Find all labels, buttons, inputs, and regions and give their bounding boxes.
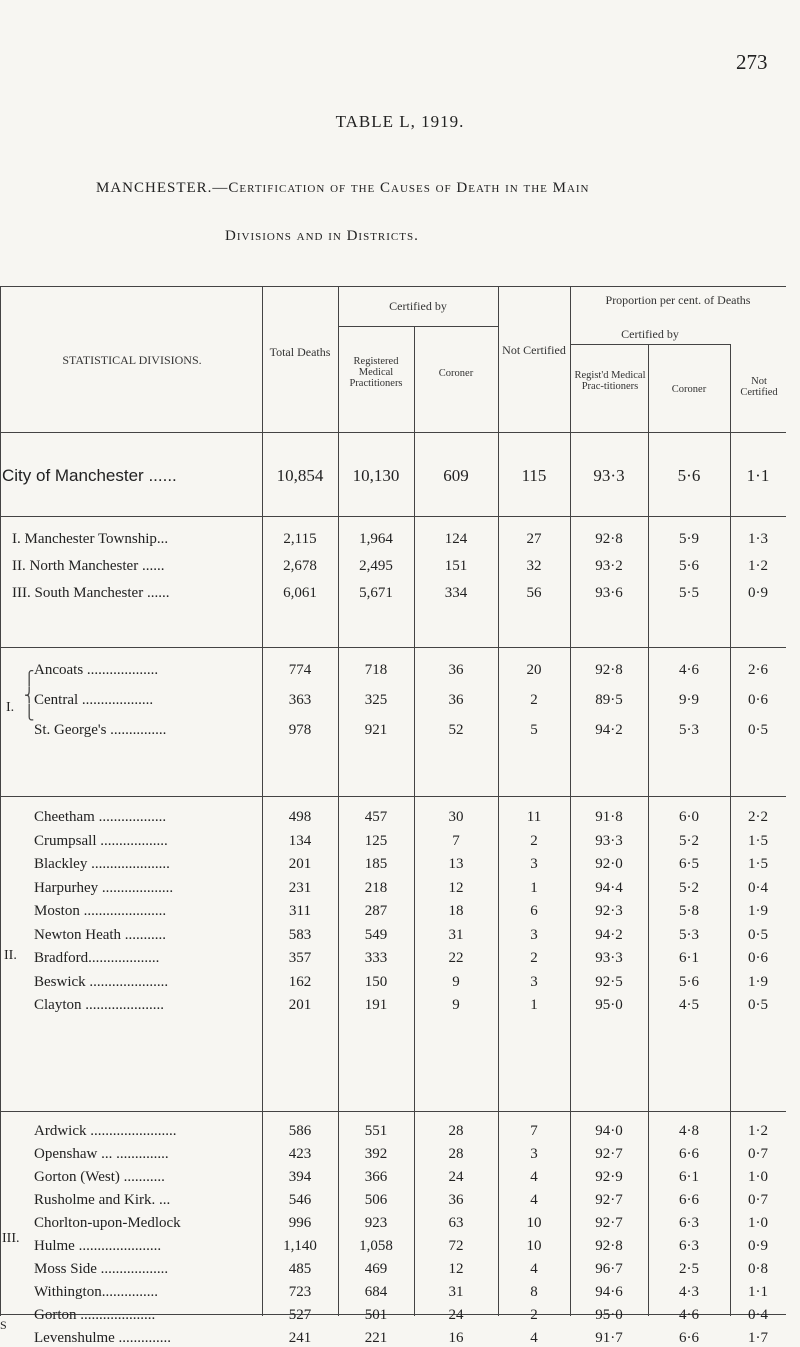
cell-pct-not-certified: 0·9 bbox=[748, 585, 768, 601]
header-proportion: Proportion per cent. of Deaths bbox=[605, 293, 751, 307]
division-roman-3: III. bbox=[2, 1231, 20, 1246]
row-label: Withington............... bbox=[34, 1284, 158, 1300]
cell-registered: 218 bbox=[364, 879, 388, 896]
cell-pct-registered: 95·0 bbox=[595, 997, 623, 1013]
cell-coroner: 24 bbox=[448, 1307, 464, 1323]
cell-not-certified: 32 bbox=[526, 558, 542, 574]
cell-pct-coroner: 9·9 bbox=[679, 692, 699, 708]
cell-not-certified: 56 bbox=[526, 585, 542, 601]
cell-not-certified: 8 bbox=[530, 1284, 538, 1300]
cell-not-certified: 3 bbox=[530, 926, 538, 943]
cell-pct-registered: 94·2 bbox=[595, 926, 623, 943]
page-number: 273 bbox=[736, 50, 768, 74]
cell-registered: 1,058 bbox=[359, 1238, 393, 1254]
cell-registered: 125 bbox=[364, 832, 388, 849]
cell-coroner: 151 bbox=[444, 558, 468, 574]
cell-registered: 501 bbox=[364, 1307, 388, 1323]
cell-coroner: 36 bbox=[448, 662, 464, 678]
cell-pct-not-certified: 0·7 bbox=[748, 1146, 768, 1162]
header-divisions: STATISTICAL DIVISIONS. bbox=[62, 353, 202, 367]
cell-pct-coroner: 5·6 bbox=[679, 973, 699, 990]
cell-total: 723 bbox=[288, 1284, 312, 1300]
cell-coroner: 13 bbox=[448, 856, 464, 872]
row-label: Bradford................... bbox=[34, 950, 160, 966]
cell-total: 10,854 bbox=[276, 466, 324, 485]
row-label: Gorton (West) ........... bbox=[34, 1169, 165, 1185]
cell-not-certified: 2 bbox=[530, 692, 538, 708]
cell-not-certified: 11 bbox=[526, 809, 542, 825]
cell-pct-not-certified: 0·5 bbox=[748, 997, 768, 1013]
row-label: Newton Heath ........... bbox=[34, 926, 167, 943]
cell-pct-registered: 93·2 bbox=[595, 558, 623, 574]
cell-total: 363 bbox=[288, 692, 312, 708]
row-label: Openshaw ... .............. bbox=[34, 1146, 169, 1162]
cell-total: 6,061 bbox=[283, 585, 317, 601]
cell-coroner: 31 bbox=[448, 926, 464, 943]
certification-table bbox=[0, 286, 786, 1346]
row-label: Ancoats ................... bbox=[34, 662, 159, 678]
cell-pct-coroner: 5·6 bbox=[679, 558, 699, 574]
cell-registered: 287 bbox=[364, 903, 388, 919]
cell-not-certified: 10 bbox=[526, 1215, 542, 1231]
cell-registered: 923 bbox=[364, 1215, 388, 1231]
row-label: City of Manchester ...... bbox=[2, 466, 177, 485]
cell-coroner: 36 bbox=[448, 692, 464, 708]
cell-pct-not-certified: 1·5 bbox=[748, 832, 768, 849]
cell-coroner: 28 bbox=[448, 1146, 464, 1162]
cell-pct-registered: 92·8 bbox=[595, 531, 623, 547]
cell-pct-coroner: 6·6 bbox=[679, 1192, 699, 1208]
cell-pct-registered: 94·6 bbox=[595, 1284, 623, 1300]
row-label: Cheetham .................. bbox=[34, 809, 167, 825]
cell-registered: 457 bbox=[364, 809, 388, 825]
cell-pct-coroner: 5·6 bbox=[677, 466, 701, 485]
cell-pct-not-certified: 1·5 bbox=[748, 856, 768, 872]
header-certified-by: Certified by bbox=[389, 299, 447, 313]
cell-not-certified: 5 bbox=[530, 722, 538, 738]
cell-pct-registered: 93·3 bbox=[593, 466, 625, 485]
cell-registered: 506 bbox=[364, 1192, 388, 1208]
cell-pct-registered: 92·7 bbox=[595, 1215, 623, 1231]
cell-registered: 2,495 bbox=[359, 558, 393, 574]
cell-pct-coroner: 6·0 bbox=[679, 809, 699, 825]
cell-registered: 718 bbox=[364, 662, 388, 678]
cell-pct-registered: 96·7 bbox=[595, 1261, 623, 1277]
cell-total: 583 bbox=[288, 926, 312, 943]
cell-not-certified: 3 bbox=[530, 856, 538, 872]
division-roman-2: II. bbox=[4, 948, 17, 963]
cell-total: 162 bbox=[288, 973, 312, 990]
cell-coroner: 52 bbox=[448, 722, 464, 738]
row-label: Clayton ..................... bbox=[34, 997, 164, 1013]
cell-pct-coroner: 6·1 bbox=[679, 950, 699, 966]
cell-pct-not-certified: 0·7 bbox=[748, 1192, 768, 1208]
cell-pct-not-certified: 1·9 bbox=[748, 973, 768, 990]
table-title: TABLE L, 1919. bbox=[335, 112, 465, 131]
cell-pct-registered: 92·8 bbox=[595, 662, 623, 678]
cell-registered: 10,130 bbox=[352, 466, 400, 485]
cell-registered: 5,671 bbox=[359, 585, 393, 601]
cell-not-certified: 7 bbox=[530, 1123, 538, 1139]
cell-pct-registered: 92·7 bbox=[595, 1146, 623, 1162]
cell-not-certified: 27 bbox=[526, 531, 542, 547]
cell-total: 1,140 bbox=[283, 1238, 317, 1254]
cell-total: 201 bbox=[288, 856, 312, 872]
header-prop-coroner: Coroner bbox=[671, 384, 707, 395]
cell-pct-registered: 94·2 bbox=[595, 722, 623, 738]
cell-pct-not-certified: 0·5 bbox=[748, 926, 768, 943]
row-label: Chorlton-upon-Medlock bbox=[34, 1215, 181, 1231]
cell-not-certified: 6 bbox=[530, 903, 538, 919]
cell-pct-not-certified: 0·6 bbox=[748, 950, 768, 966]
cell-pct-coroner: 4·5 bbox=[679, 997, 699, 1013]
cell-not-certified: 1 bbox=[530, 997, 538, 1013]
cell-pct-registered: 94·4 bbox=[595, 879, 623, 896]
cell-pct-not-certified: 1·2 bbox=[748, 558, 768, 574]
header-total-deaths: Total Deaths bbox=[269, 345, 331, 359]
cell-coroner: 609 bbox=[443, 466, 469, 485]
brace-division-1: ⎧ ⎨ ⎩ bbox=[24, 672, 35, 721]
cell-registered: 333 bbox=[364, 950, 388, 966]
cell-not-certified: 4 bbox=[530, 1261, 538, 1277]
cell-not-certified: 2 bbox=[530, 832, 538, 849]
cell-pct-not-certified: 1·0 bbox=[748, 1215, 768, 1231]
cell-not-certified: 10 bbox=[526, 1238, 542, 1254]
cell-not-certified: 20 bbox=[526, 662, 542, 678]
row-label: II. North Manchester ...... bbox=[12, 558, 165, 574]
cell-pct-registered: 92·5 bbox=[595, 973, 623, 990]
row-label: Blackley ..................... bbox=[34, 856, 170, 872]
cell-pct-not-certified: 0·4 bbox=[748, 1307, 768, 1323]
cell-coroner: 12 bbox=[448, 1261, 464, 1277]
cell-pct-coroner: 6·3 bbox=[679, 1238, 699, 1254]
cell-pct-registered: 91·7 bbox=[595, 1330, 623, 1346]
header-prop-registered: Regist'd Medical Prac-titioners bbox=[574, 370, 646, 392]
cell-coroner: 36 bbox=[448, 1192, 464, 1208]
header-prop-not-certified: Not Certified bbox=[740, 376, 778, 398]
cell-not-certified: 1 bbox=[530, 879, 538, 896]
cell-coroner: 124 bbox=[444, 531, 468, 547]
cell-total: 231 bbox=[288, 879, 312, 896]
row-label: Levenshulme .............. bbox=[34, 1330, 172, 1346]
cell-pct-registered: 93·3 bbox=[595, 950, 623, 966]
header-prop-certified-by: Certified by bbox=[621, 327, 679, 341]
cell-total: 357 bbox=[288, 950, 312, 966]
cell-total: 978 bbox=[288, 722, 312, 738]
cell-total: 201 bbox=[288, 997, 312, 1013]
cell-coroner: 12 bbox=[448, 879, 464, 896]
cell-registered: 549 bbox=[364, 926, 388, 943]
cell-pct-coroner: 2·5 bbox=[679, 1261, 699, 1277]
row-label: Beswick ..................... bbox=[34, 973, 169, 990]
cell-registered: 185 bbox=[364, 856, 388, 872]
cell-pct-coroner: 5·3 bbox=[679, 722, 699, 738]
cell-pct-coroner: 4·6 bbox=[679, 662, 699, 678]
cell-registered: 221 bbox=[364, 1330, 388, 1346]
cell-total: 2,678 bbox=[283, 558, 317, 574]
cell-registered: 551 bbox=[364, 1123, 388, 1139]
cell-pct-registered: 93·6 bbox=[595, 585, 623, 601]
cell-pct-registered: 95·0 bbox=[595, 1307, 623, 1323]
row-label: Crumpsall .................. bbox=[34, 832, 168, 849]
cell-pct-not-certified: 1·7 bbox=[748, 1330, 768, 1346]
cell-pct-registered: 89·5 bbox=[595, 692, 623, 708]
cell-not-certified: 115 bbox=[521, 466, 547, 485]
cell-pct-not-certified: 0·9 bbox=[748, 1238, 768, 1254]
row-label: Harpurhey ................... bbox=[34, 879, 174, 896]
cell-pct-coroner: 6·1 bbox=[679, 1169, 699, 1185]
cell-pct-registered: 92·7 bbox=[595, 1192, 623, 1208]
cell-pct-coroner: 6·6 bbox=[679, 1146, 699, 1162]
row-label: Moss Side .................. bbox=[34, 1261, 169, 1277]
cell-total: 241 bbox=[288, 1330, 312, 1346]
cell-pct-coroner: 4·3 bbox=[679, 1284, 699, 1300]
cell-coroner: 9 bbox=[452, 997, 460, 1013]
cell-pct-coroner: 5·2 bbox=[679, 879, 699, 896]
header-coroner: Coroner bbox=[438, 368, 474, 379]
cell-total: 311 bbox=[289, 903, 311, 919]
header-not-certified: Not Certified bbox=[502, 343, 566, 357]
cell-pct-not-certified: 0·5 bbox=[748, 722, 768, 738]
cell-coroner: 30 bbox=[448, 809, 464, 825]
cell-pct-coroner: 5·9 bbox=[679, 531, 699, 547]
cell-registered: 684 bbox=[364, 1284, 388, 1300]
cell-not-certified: 4 bbox=[530, 1169, 538, 1185]
cell-pct-coroner: 6·3 bbox=[679, 1215, 699, 1231]
row-label: III. South Manchester ...... bbox=[12, 585, 170, 601]
cell-pct-registered: 92·9 bbox=[595, 1169, 623, 1185]
cell-registered: 1,964 bbox=[359, 531, 393, 547]
cell-pct-coroner: 5·3 bbox=[679, 926, 699, 943]
row-label: Moston ...................... bbox=[34, 903, 167, 919]
row-label: Rusholme and Kirk. ... bbox=[34, 1192, 171, 1208]
cell-pct-registered: 92·0 bbox=[595, 856, 623, 872]
cell-pct-not-certified: 2·6 bbox=[748, 662, 768, 678]
table-subtitle-line1: MANCHESTER.—Certification of the Causes of Death in the Main bbox=[96, 180, 590, 196]
cell-pct-coroner: 5·2 bbox=[679, 832, 699, 849]
cell-pct-registered: 94·0 bbox=[595, 1123, 623, 1139]
cell-registered: 921 bbox=[364, 722, 388, 738]
cell-pct-not-certified: 1·1 bbox=[748, 1284, 768, 1300]
cell-pct-not-certified: 2·2 bbox=[748, 809, 768, 825]
cell-total: 996 bbox=[288, 1215, 312, 1231]
header-registered-practitioners: Registered Medical Practitioners bbox=[349, 356, 403, 389]
cell-registered: 150 bbox=[364, 973, 388, 990]
row-label: Central ................... bbox=[34, 692, 154, 708]
row-label: Ardwick ....................... bbox=[34, 1123, 177, 1139]
cell-pct-coroner: 6·5 bbox=[679, 856, 699, 872]
footer-mark: S bbox=[0, 1318, 7, 1332]
cell-coroner: 18 bbox=[448, 903, 464, 919]
cell-total: 2,115 bbox=[283, 531, 317, 547]
cell-total: 134 bbox=[288, 832, 312, 849]
cell-pct-registered: 91·8 bbox=[595, 809, 623, 825]
cell-total: 485 bbox=[288, 1261, 312, 1277]
cell-coroner: 22 bbox=[448, 950, 464, 966]
division-roman-1: I. bbox=[6, 700, 15, 715]
cell-registered: 392 bbox=[364, 1146, 388, 1162]
cell-coroner: 28 bbox=[448, 1123, 464, 1139]
cell-pct-not-certified: 0·8 bbox=[748, 1261, 768, 1277]
cell-registered: 469 bbox=[364, 1261, 388, 1277]
cell-not-certified: 4 bbox=[530, 1330, 538, 1346]
cell-not-certified: 2 bbox=[530, 1307, 538, 1323]
cell-pct-coroner: 5·5 bbox=[679, 585, 699, 601]
cell-coroner: 72 bbox=[448, 1238, 464, 1254]
cell-total: 527 bbox=[288, 1307, 312, 1323]
cell-not-certified: 2 bbox=[530, 950, 538, 966]
cell-pct-registered: 92·3 bbox=[595, 903, 623, 919]
row-label: St. George's ............... bbox=[34, 722, 167, 738]
cell-coroner: 31 bbox=[448, 1284, 464, 1300]
cell-total: 774 bbox=[288, 662, 312, 678]
cell-not-certified: 3 bbox=[530, 1146, 538, 1162]
cell-total: 394 bbox=[288, 1169, 312, 1185]
row-label: Hulme ...................... bbox=[34, 1238, 162, 1254]
cell-total: 546 bbox=[288, 1192, 312, 1208]
cell-coroner: 334 bbox=[444, 585, 468, 601]
cell-pct-coroner: 6·6 bbox=[679, 1330, 699, 1346]
cell-coroner: 9 bbox=[452, 973, 460, 990]
cell-pct-not-certified: 1·0 bbox=[748, 1169, 768, 1185]
cell-coroner: 7 bbox=[452, 832, 460, 849]
cell-total: 498 bbox=[288, 809, 312, 825]
cell-pct-coroner: 5·8 bbox=[679, 903, 699, 919]
cell-not-certified: 4 bbox=[530, 1192, 538, 1208]
cell-pct-not-certified: 0·4 bbox=[748, 879, 768, 896]
cell-pct-not-certified: 1·3 bbox=[748, 531, 768, 547]
cell-coroner: 63 bbox=[448, 1215, 464, 1231]
cell-pct-coroner: 4·8 bbox=[679, 1123, 699, 1139]
cell-total: 423 bbox=[288, 1146, 312, 1162]
cell-pct-coroner: 4·6 bbox=[679, 1307, 699, 1323]
row-label: I. Manchester Township... bbox=[12, 531, 169, 547]
cell-not-certified: 3 bbox=[530, 973, 538, 990]
cell-pct-not-certified: 1·9 bbox=[748, 903, 768, 919]
cell-pct-not-certified: 0·6 bbox=[748, 692, 768, 708]
cell-pct-not-certified: 1·1 bbox=[746, 466, 770, 485]
cell-pct-not-certified: 1·2 bbox=[748, 1123, 768, 1139]
cell-registered: 191 bbox=[364, 997, 388, 1013]
row-label: Gorton .................... bbox=[34, 1307, 156, 1323]
cell-coroner: 16 bbox=[448, 1330, 464, 1346]
cell-pct-registered: 92·8 bbox=[595, 1238, 623, 1254]
cell-pct-registered: 93·3 bbox=[595, 832, 623, 849]
table-subtitle-line2: Divisions and in Districts. bbox=[225, 228, 419, 244]
cell-total: 586 bbox=[288, 1123, 312, 1139]
cell-coroner: 24 bbox=[448, 1169, 464, 1185]
cell-registered: 325 bbox=[364, 692, 388, 708]
cell-registered: 366 bbox=[364, 1169, 388, 1185]
